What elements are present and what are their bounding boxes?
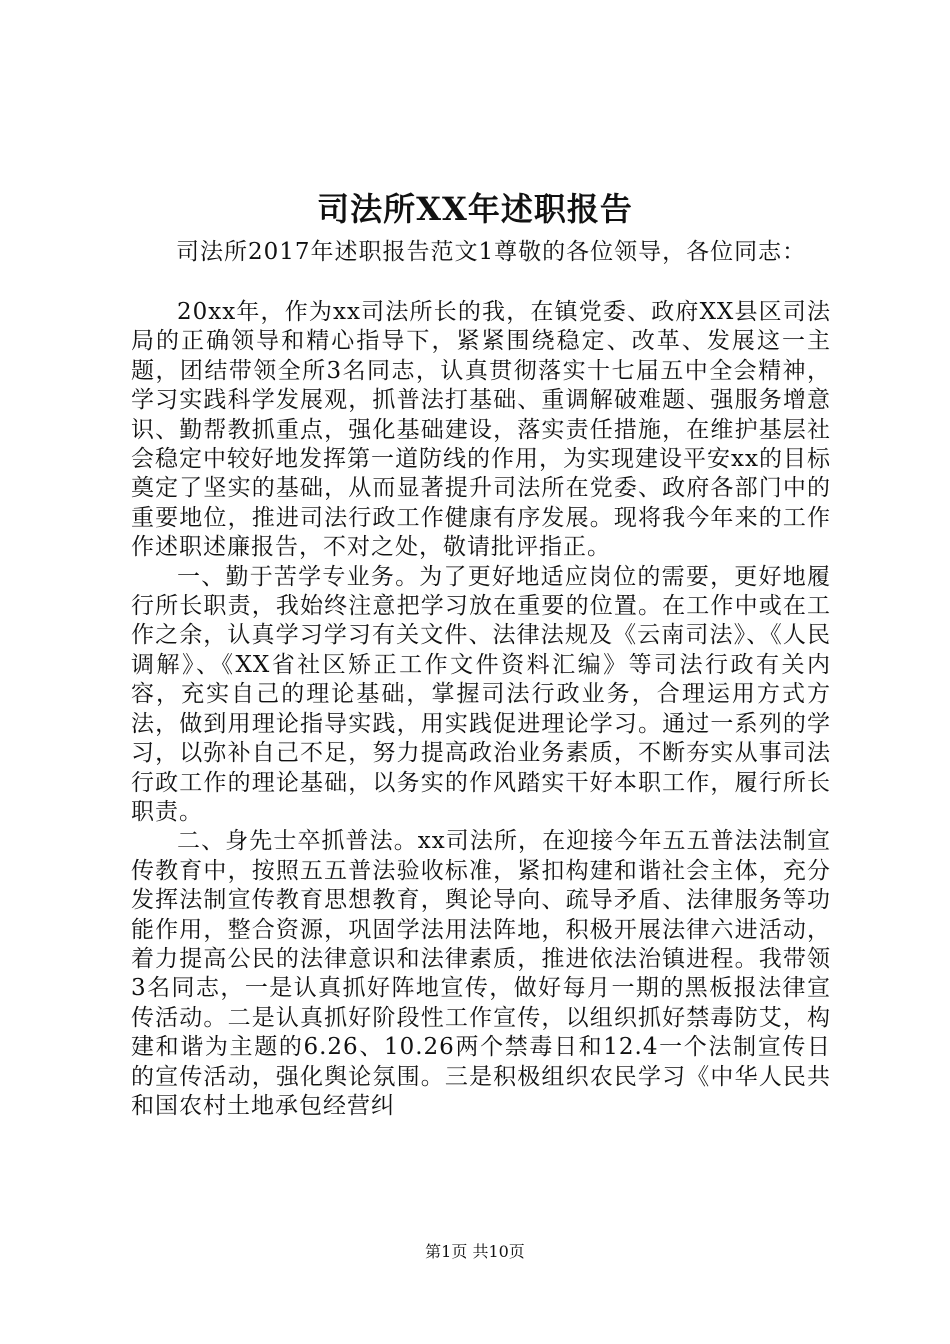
paragraph-study: 一、勤于苦学专业务。为了更好地适应岗位的需要，更好地履行所长职责，我始终注意把学习放在重要的位置。在工作中或在工作之余，认真学习学习有关文件、法律法规及《云南司法》、《人民调解》、《XX省社区矫正工作文件资料汇编》等司法行政有关内容，充实自己的理论基础，掌握司法行政业务，合理运用方式方法，做到用理论指导实践，用实践促进理论学习。通过一系列的学习，以弥补自己不足，努力提高政治业务素质，不断夯实从事司法行政工作的理论基础，以务实的作风踏实干好本职工作，履行所长职责。	[131, 563, 831, 825]
paragraph-opening: 20xx年，作为xx司法所长的我，在镇党委、政府XX县区司法局的正确领导和精心指导下，紧紧围绕稳定、改革、发展这一主题，团结带领全所3名同志，认真贯彻落实十七届五中全会精神，学习实践科学发展观，抓普法打基础、重调解破难题、强服务增意识、勤帮教抓重点，强化基础建设，落实责任措施，在维护基层社会稳定中较好地发挥第一道防线的作用，为实现建设平安xx的目标奠定了坚实的基础，从而显著提升司法所在党委、政府各部门中的重要地位，推进司法行政工作健康有序发展。现将我今年来的工作作述职述廉报告，不对之处，敬请批评指正。	[131, 299, 831, 561]
page-number-footer: 第1页 共10页	[425, 1242, 525, 1261]
paragraph-legal-education: 二、身先士卒抓普法。xx司法所，在迎接今年五五普法法制宣传教育中，按照五五普法验收标准，紧扣构建和谐社会主体，充分发挥法制宣传教育思想教育，舆论导向、疏导矛盾、法律服务等功能作用，整合资源，巩固学法用法阵地，积极开展法律六进活动，着力提高公民的法律意识和法律素质，推进依法治镇进程。我带领3名同志，一是认真抓好阵地宣传，做好每月一期的黑板报法律宣传活动。二是认真抓好阶段性工作宣传，以组织抓好禁毒防艾，构建和谐为主题的6.26、10.26两个禁毒日和12.4一个法制宣传日的宣传活动，强化舆论氛围。三是积极组织农民学习《中华人民共和国农村土地承包经营纠	[131, 828, 831, 1119]
intro-line: 司法所2017年述职报告范文1尊敬的各位领导，各位同志：	[176, 239, 807, 265]
document-body	[131, 298, 831, 1121]
document-title: 司法所XX年述职报告	[317, 190, 633, 228]
